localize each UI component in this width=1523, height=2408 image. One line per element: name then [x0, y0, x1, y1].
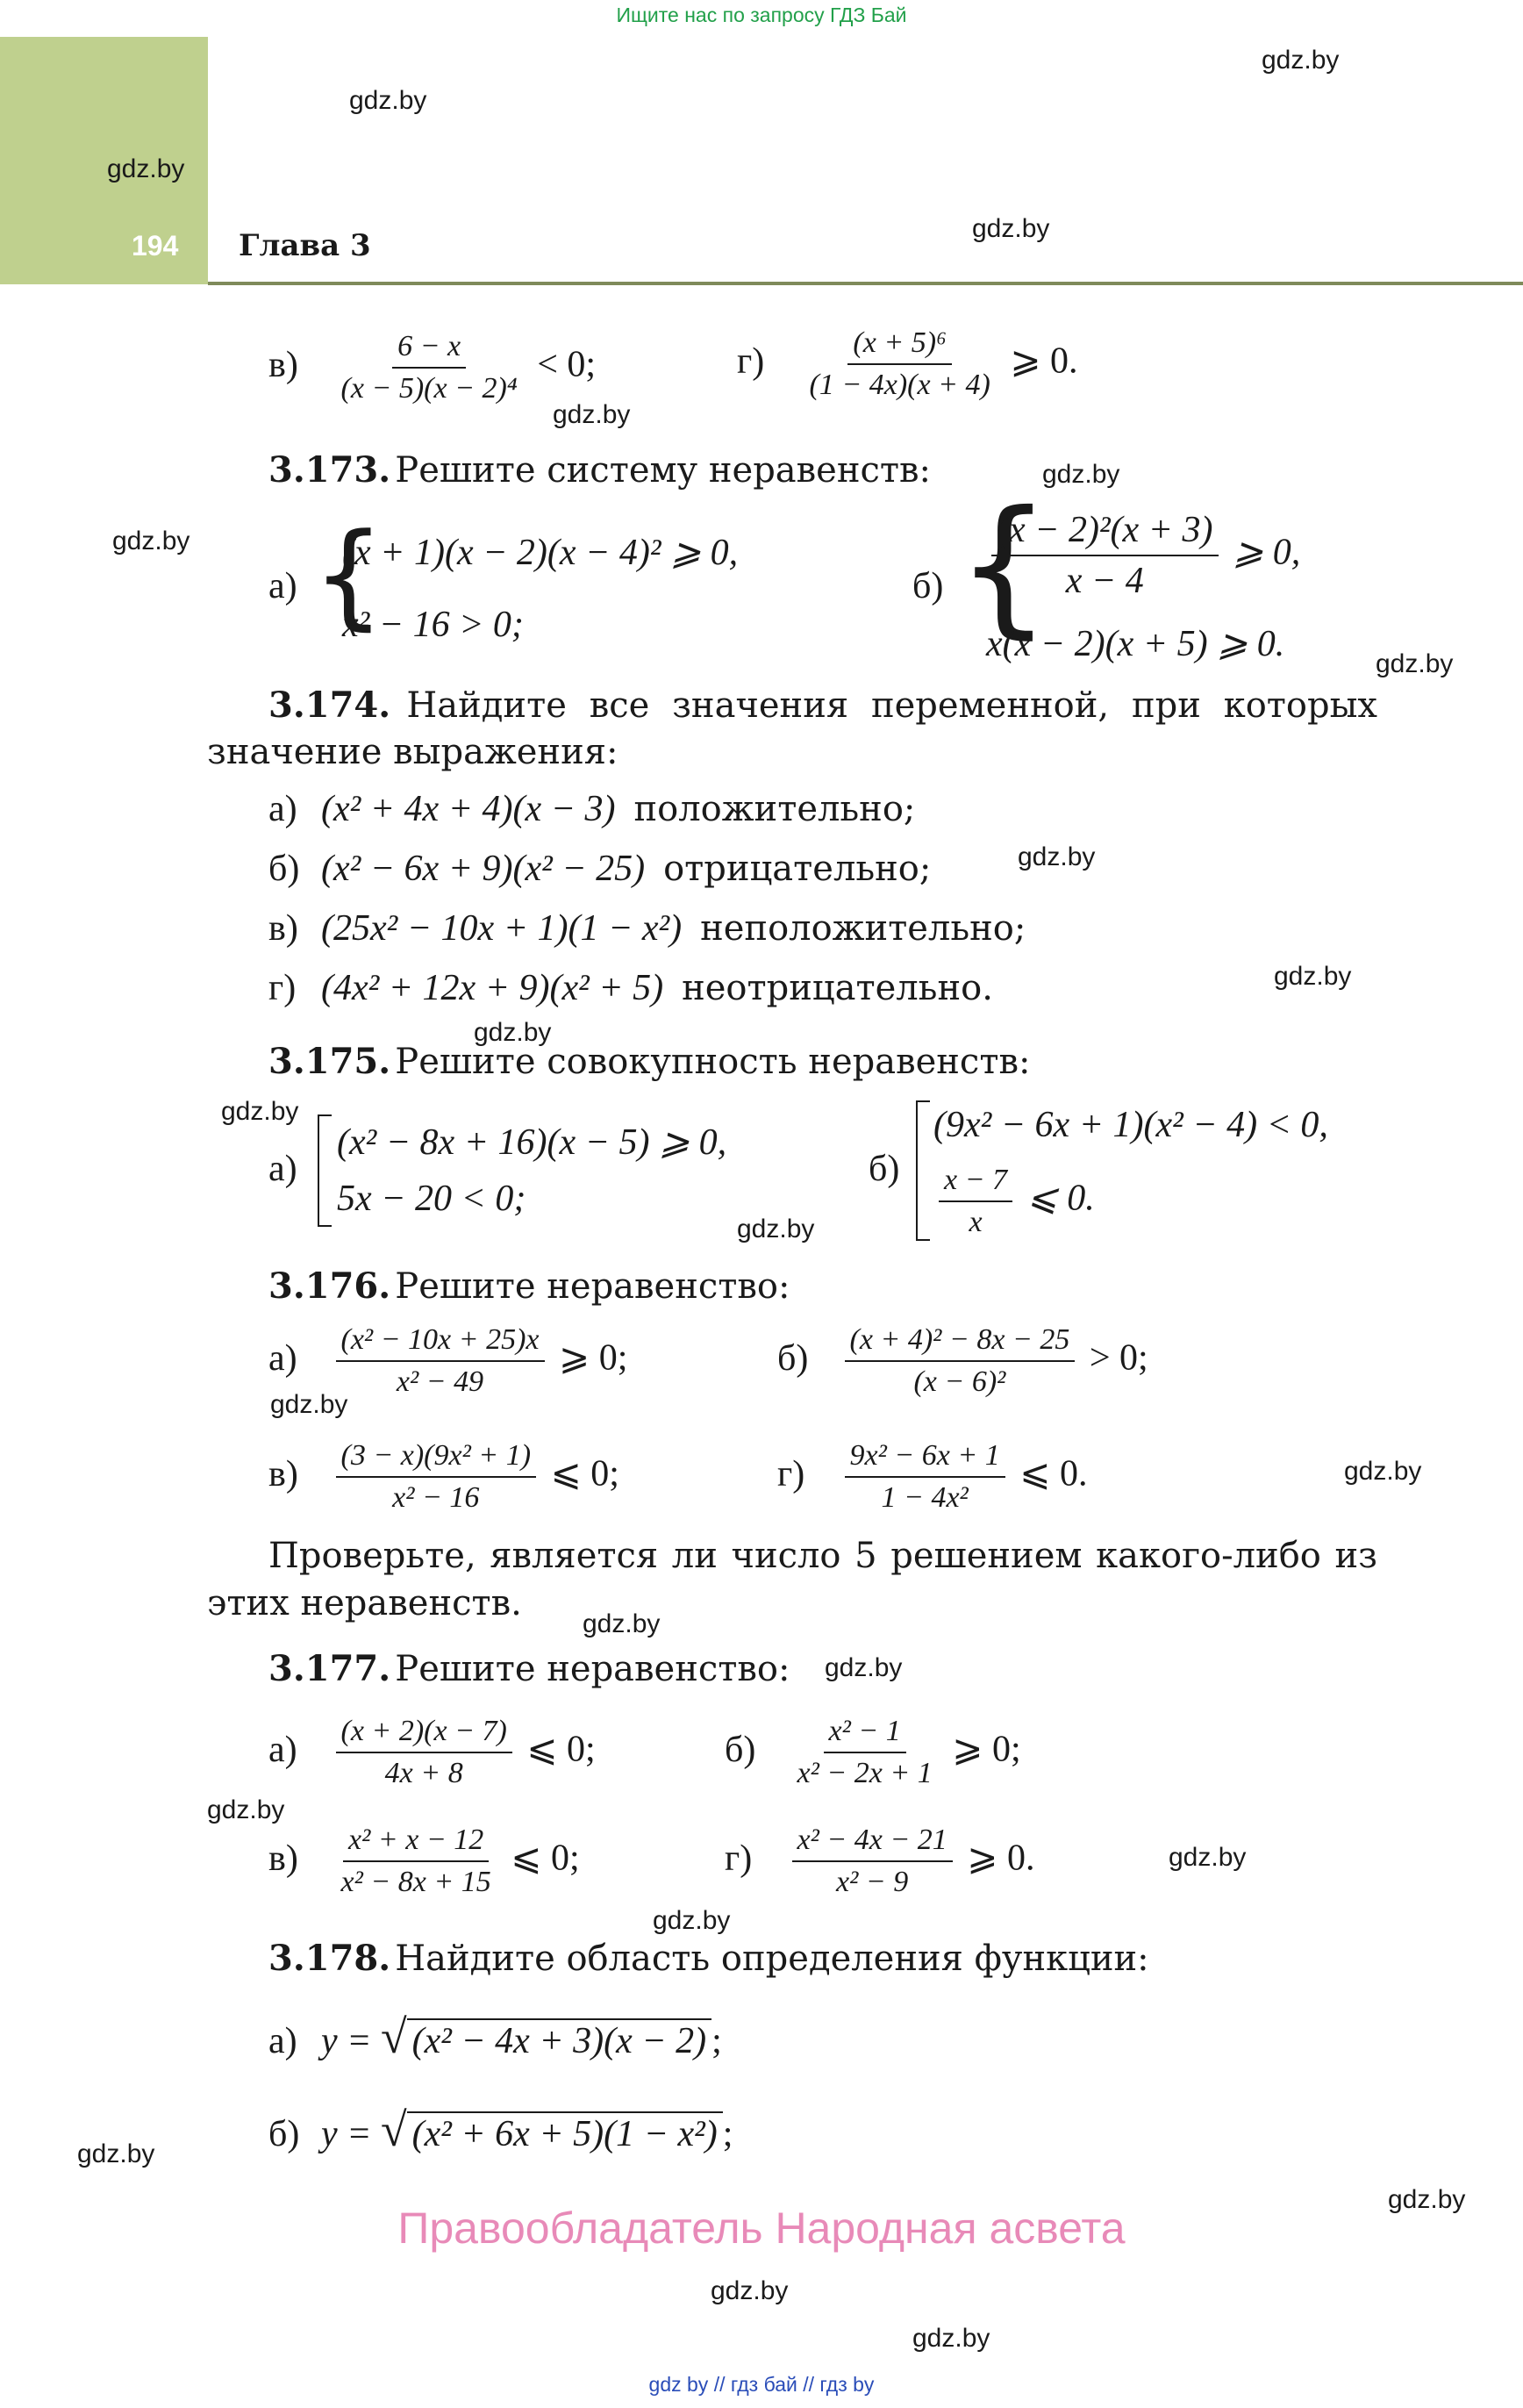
exercise-3-174-heading: 3.174. Найдите все значения переменной, при которых	[268, 684, 1377, 726]
watermark: gdz.by	[207, 1795, 285, 1824]
ex174-title-line2: значение выражения:	[207, 732, 618, 772]
fraction: $\frac{6 - x}{\text{(x − 5)(x − 2)⁴}}$	[340, 330, 518, 405]
ex174-item: в) (25x² − 10x + 1)(1 − x²) неположительно;	[268, 908, 1026, 949]
ex173-a-line2: x² − 16 > 0;	[342, 605, 524, 645]
watermark: gdz.by	[553, 400, 631, 429]
ex178-item-a: а) y = √ (x² − 4x + 3)(x − 2) ;	[268, 2010, 722, 2063]
ex174-item: б) (x² − 6x + 9)(x² − 25) отрицательно;	[268, 849, 932, 889]
exercise-3-175-heading: 3.175. Решите совокупность неравенств:	[268, 1041, 1031, 1082]
copyright-notice: Правообладатель Народная асвета	[397, 2204, 1126, 2253]
collection-bracket	[916, 1100, 930, 1241]
exercise-3-177-heading: 3.177. Решите неравенство:	[268, 1648, 790, 1689]
ex176-note-line2: этих неравенств.	[207, 1583, 522, 1623]
watermark: gdz.by	[972, 214, 1050, 243]
ex175-b-label: б)	[869, 1149, 900, 1189]
watermark: gdz.by	[737, 1215, 815, 1243]
watermark: gdz.by	[221, 1097, 299, 1126]
ex173-b-label: б)	[912, 566, 944, 606]
fraction: $\frac{\text{(3 − x)(9x² + 1)}}{\text{x² − 16}}$	[336, 1439, 537, 1515]
top-notice: Ищите нас по запросу ГДЗ Бай	[616, 4, 907, 26]
exercise-3-176-heading: 3.176. Решите неравенство:	[268, 1265, 790, 1307]
ex176-item-a: а) $\frac{\text{(x² − 10x + 25)x}}{\text{x² − 49}}$ ⩾ 0;	[268, 1323, 628, 1398]
fraction: $\frac{\text{9x² − 6x + 1}}{\text{1 − 4x²}}$	[845, 1439, 1005, 1515]
ex173-a-line1: (x + 1)(x − 2)(x − 4)² ⩾ 0,	[342, 533, 739, 573]
watermark: gdz.by	[77, 2139, 155, 2168]
chapter-title: Глава 3	[239, 228, 371, 263]
ex176-item-v: в) $\frac{\text{(3 − x)(9x² + 1)}}{\text{x² − 16}}$ ⩽ 0;	[268, 1439, 619, 1514]
watermark: gdz.by	[349, 86, 427, 115]
watermark: gdz.by	[474, 1018, 552, 1047]
fraction: $\frac{\text{x² + x − 12}}{\text{x² − 8x + 15}}$	[340, 1824, 491, 1898]
ex175-a-line1: (x² − 8x + 16)(x − 5) ⩾ 0,	[337, 1122, 727, 1163]
ex174-item: а) (x² + 4x + 4)(x − 3) положительно;	[268, 789, 916, 829]
watermark: gdz.by	[1169, 1843, 1247, 1872]
ex174-item: г) (4x² + 12x + 9)(x² + 5) неотрицательно.	[268, 968, 993, 1008]
watermark: gdz.by	[711, 2276, 789, 2305]
page-number: 194	[132, 230, 179, 262]
watermark: gdz.by	[653, 1906, 731, 1935]
ex173-b-line1: $\frac{\text{(x − 2)²(x + 3)}}{x - 4}$ ⩾ 0,	[986, 509, 1300, 602]
fraction: $\frac{\text{(x − 2)²(x + 3)}}{x - 4}$	[991, 509, 1219, 602]
ex176-note-line1: Проверьте, является ли число 5 решением какого-либо из	[268, 1536, 1377, 1576]
watermark: gdz.by	[270, 1390, 348, 1419]
watermark: gdz.by	[107, 154, 185, 183]
prev-item-g: г) $\frac{\text{(x + 5)⁶}}{(1 - 4x)(x + 4)}$ ⩾ 0.	[737, 326, 1078, 401]
system-brace: {	[312, 508, 385, 641]
fraction: $\frac{\text{x² − 4x − 21}}{\text{x² − 9}}$	[792, 1824, 953, 1899]
watermark: gdz.by	[1344, 1457, 1422, 1486]
watermark: gdz.by	[583, 1609, 661, 1638]
fraction: $\frac{x - 7}{x}$	[939, 1164, 1012, 1239]
system-brace: {	[956, 479, 1052, 653]
collection-bracket	[318, 1114, 332, 1227]
ex177-item-a: а) $\frac{(x + 2)(x - 7)}{4x + 8}$ ⩽ 0;	[268, 1715, 596, 1789]
fraction: $\frac{\text{x² − 1}}{\text{x² − 2x + 1}}$	[797, 1715, 933, 1789]
exercise-3-173-heading: 3.173. Решите систему неравенств:	[268, 449, 932, 491]
watermark: gdz.by	[1018, 842, 1096, 871]
fraction: $\frac{\text{(x + 5)⁶}}{(1 - 4x)(x + 4)}$	[809, 326, 990, 401]
ex177-item-g: г) $\frac{\text{x² − 4x − 21}}{\text{x² − 9}}$ ⩾ 0.	[725, 1824, 1035, 1898]
ex175-b-line2: $\frac{x - 7}{x}$ ⩽ 0.	[933, 1164, 1095, 1239]
header-divider	[208, 282, 1523, 285]
ex177-item-b: б) $\frac{\text{x² − 1}}{\text{x² − 2x + 1}}$ ⩾ 0;	[725, 1715, 1021, 1789]
fraction: $\frac{(x + 2)(x - 7)}{4x + 8}$	[336, 1715, 512, 1790]
watermark: gdz.by	[1388, 2185, 1466, 2214]
prev-item-v: в) $\frac{6 - x}{\text{(x − 5)(x − 2)⁴}}$ < 0;	[268, 330, 597, 405]
footer-links[interactable]: gdz by // гдз бай // гдз by	[648, 2373, 875, 2396]
ex176-item-b: б) $\frac{\text{(x + 4)² − 8x − 25}}{\text{(x − 6)²}}$ > 0;	[777, 1323, 1148, 1398]
watermark: gdz.by	[1274, 962, 1352, 991]
ex177-item-v: в) $\frac{\text{x² + x − 12}}{\text{x² − 8x + 15}}$ ⩽ 0;	[268, 1824, 580, 1898]
watermark: gdz.by	[912, 2324, 990, 2353]
ex178-item-b: б) y = √ (x² + 6x + 5)(1 − x²) ;	[268, 2103, 733, 2156]
watermark: gdz.by	[1042, 460, 1120, 489]
exercise-3-178-heading: 3.178. Найдите область определения функции:	[268, 1938, 1149, 1979]
fraction: $\frac{\text{(x² − 10x + 25)x}}{\text{x² − 49}}$	[336, 1323, 545, 1399]
ex175-a-line2: 5x − 20 < 0;	[337, 1179, 526, 1219]
watermark: gdz.by	[112, 527, 190, 555]
fraction: $\frac{\text{(x + 4)² − 8x − 25}}{\text{(x − 6)²}}$	[845, 1323, 1076, 1399]
ex176-item-g: г) $\frac{\text{9x² − 6x + 1}}{\text{1 − 4x²}}$ ⩽ 0.	[777, 1439, 1088, 1514]
ex175-a-label: а)	[268, 1149, 297, 1189]
watermark: gdz.by	[1262, 46, 1340, 75]
ex175-b-line1: (9x² − 6x + 1)(x² − 4) < 0,	[933, 1105, 1328, 1145]
ex173-b-line2: x(x − 2)(x + 5) ⩾ 0.	[986, 624, 1285, 664]
watermark: gdz.by	[825, 1653, 903, 1682]
ex173-a-label: а)	[268, 566, 297, 606]
watermark: gdz.by	[1376, 649, 1454, 678]
